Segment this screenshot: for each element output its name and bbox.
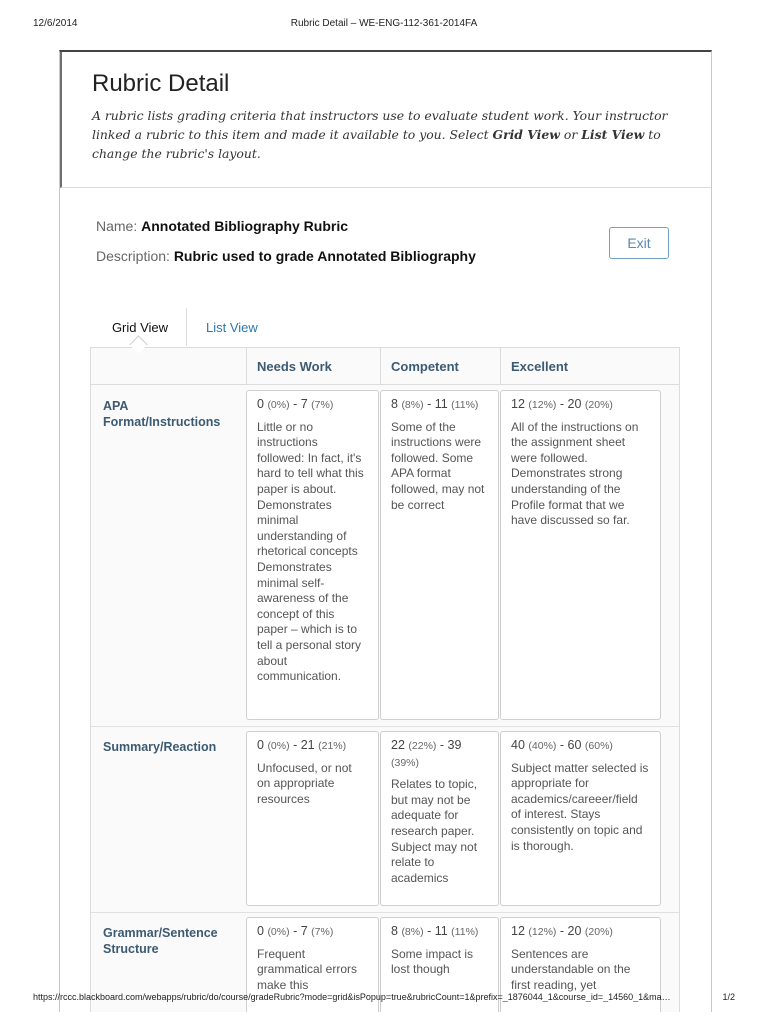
percent-high: (11%) xyxy=(451,926,479,938)
cell-description: Little or no instructions followed: In fact, it's hard to tell what this paper is about. Demonstrates minimal understanding of rhetorical concepts Demonstrates minimal self-awareness of the concept of this paper – which is to tell a personal story about communication. xyxy=(257,419,364,684)
percent-high: (7%) xyxy=(311,399,334,411)
points-low: 12 xyxy=(511,924,529,938)
points-low: 0 xyxy=(257,397,268,411)
percent-low: (12%) xyxy=(528,926,557,938)
percent-high: (20%) xyxy=(584,399,613,411)
tab-grid-view[interactable]: Grid View xyxy=(94,308,187,346)
rubric-cell xyxy=(500,390,661,720)
range-dash: - xyxy=(556,924,568,938)
points-low: 40 xyxy=(511,738,529,752)
range-dash: - xyxy=(556,738,568,752)
rubric-cell xyxy=(380,731,499,906)
rubric-cell xyxy=(500,731,661,906)
percent-low: (12%) xyxy=(528,399,557,411)
rubric-cell xyxy=(246,731,379,906)
range-dash: - xyxy=(556,397,568,411)
column-header: Needs Work xyxy=(246,348,380,384)
percent-high: (7%) xyxy=(311,926,334,938)
points-range xyxy=(511,924,650,941)
column-header: Excellent xyxy=(500,348,678,384)
print-page-number: 1/2 xyxy=(722,992,735,1002)
cell-description: Some impact is lost though xyxy=(391,946,474,977)
intro-part-1: A rubric lists grading criteria that instructors use to evaluate student work. Your instructor linked a rubric to this item and made it available to you. Select xyxy=(92,108,668,142)
row-divider xyxy=(91,912,679,913)
points-high: 7 xyxy=(300,397,312,411)
rubric-cell xyxy=(246,390,379,720)
points-low: 8 xyxy=(391,397,402,411)
print-url: https://rccc.blackboard.com/webapps/rubric/do/course/gradeRubric?mode=grid&isPopup=true&rubricCount=1&prefix=_1876044_1&course_id=_14560_1&ma… xyxy=(33,992,671,1002)
range-dash: - xyxy=(423,924,435,938)
intro-part-2: to change the rubric's layout. xyxy=(92,127,661,161)
cell-description: Subject matter selected is appropriate for academics/careeer/field of interest. Stays consistently on topic and is thorough. xyxy=(511,760,649,853)
tab-list-view[interactable]: List View xyxy=(206,319,258,335)
print-date: 12/6/2014 xyxy=(33,18,78,29)
range-dash: - xyxy=(436,738,448,752)
percent-low: (8%) xyxy=(401,926,424,938)
points-high: 7 xyxy=(300,924,312,938)
percent-low: (0%) xyxy=(267,399,290,411)
range-dash: - xyxy=(289,924,301,938)
cell-description: Frequent grammatical errors make this xyxy=(257,946,358,992)
page-title: Rubric Detail xyxy=(92,70,230,97)
intro-text xyxy=(92,106,681,163)
name-value: Annotated Bibliography Rubric xyxy=(141,218,349,234)
cell-description: Sentences are understandable on the first reading, yet xyxy=(511,946,631,992)
points-range xyxy=(257,924,368,941)
points-high: 11 xyxy=(434,397,452,411)
percent-high: (60%) xyxy=(584,740,613,752)
description-row xyxy=(96,248,476,264)
rubric-grid xyxy=(90,347,680,1012)
cell-description: All of the instructions on the assignment sheet were followed. Demonstrates strong understanding of the Profile format that we have discussed so far. xyxy=(511,419,639,528)
panel-header xyxy=(60,52,711,188)
points-low: 22 xyxy=(391,738,409,752)
row-divider xyxy=(91,726,679,727)
points-low: 0 xyxy=(257,924,268,938)
description-label: Description: xyxy=(96,248,170,264)
criterion-label: APA Format/Instructions xyxy=(103,399,221,429)
cell-description: Relates to topic, but may not be adequate for research paper. Subject may not relate to academics xyxy=(391,777,478,885)
criterion-label: Grammar/Sentence Structure xyxy=(103,926,218,956)
rubric-cell xyxy=(380,390,499,720)
percent-high: (39%) xyxy=(391,756,420,769)
print-title: Rubric Detail – WE-ENG-112-361-2014FA xyxy=(290,18,478,29)
points-low: 12 xyxy=(511,397,529,411)
cell-description: Some of the instructions were followed. Some APA format followed, may not be correct xyxy=(391,419,485,512)
name-row xyxy=(96,218,476,234)
points-range xyxy=(257,397,368,414)
percent-high: (21%) xyxy=(318,740,347,752)
percent-high: (11%) xyxy=(451,399,479,411)
range-dash: - xyxy=(289,397,301,411)
name-label: Name: xyxy=(96,218,138,234)
percent-low: (0%) xyxy=(267,926,290,938)
column-header: Competent xyxy=(380,348,500,384)
header-divider xyxy=(91,384,679,385)
points-range xyxy=(391,924,488,941)
percent-low: (0%) xyxy=(267,740,290,752)
points-high: 20 xyxy=(567,924,585,938)
percent-low: (40%) xyxy=(528,740,557,752)
points-range xyxy=(257,738,368,755)
points-range xyxy=(391,738,488,771)
points-high: 21 xyxy=(300,738,319,752)
points-range xyxy=(391,397,488,414)
points-high: 11 xyxy=(434,924,452,938)
points-high: 20 xyxy=(567,397,585,411)
criterion-label: Summary/Reaction xyxy=(103,740,217,754)
cell-description: Unfocused, or not on appropriate resources xyxy=(257,760,352,806)
description-value: Rubric used to grade Annotated Bibliography xyxy=(173,248,476,264)
points-range xyxy=(511,738,650,755)
percent-high: (20%) xyxy=(584,926,613,938)
rubric-meta xyxy=(96,218,476,278)
intro-list-view: List View xyxy=(581,127,645,142)
points-low: 0 xyxy=(257,738,268,752)
intro-or: or xyxy=(559,127,582,142)
percent-low: (22%) xyxy=(408,740,437,752)
view-tabs xyxy=(94,308,680,346)
points-high: 39 xyxy=(447,738,462,752)
rubric-panel xyxy=(59,50,712,1012)
points-high: 60 xyxy=(567,738,585,752)
points-range xyxy=(511,397,650,414)
percent-low: (8%) xyxy=(401,399,424,411)
range-dash: - xyxy=(289,738,301,752)
intro-grid-view: Grid View xyxy=(492,127,560,142)
range-dash: - xyxy=(423,397,435,411)
exit-button[interactable]: Exit xyxy=(609,227,669,259)
points-low: 8 xyxy=(391,924,402,938)
